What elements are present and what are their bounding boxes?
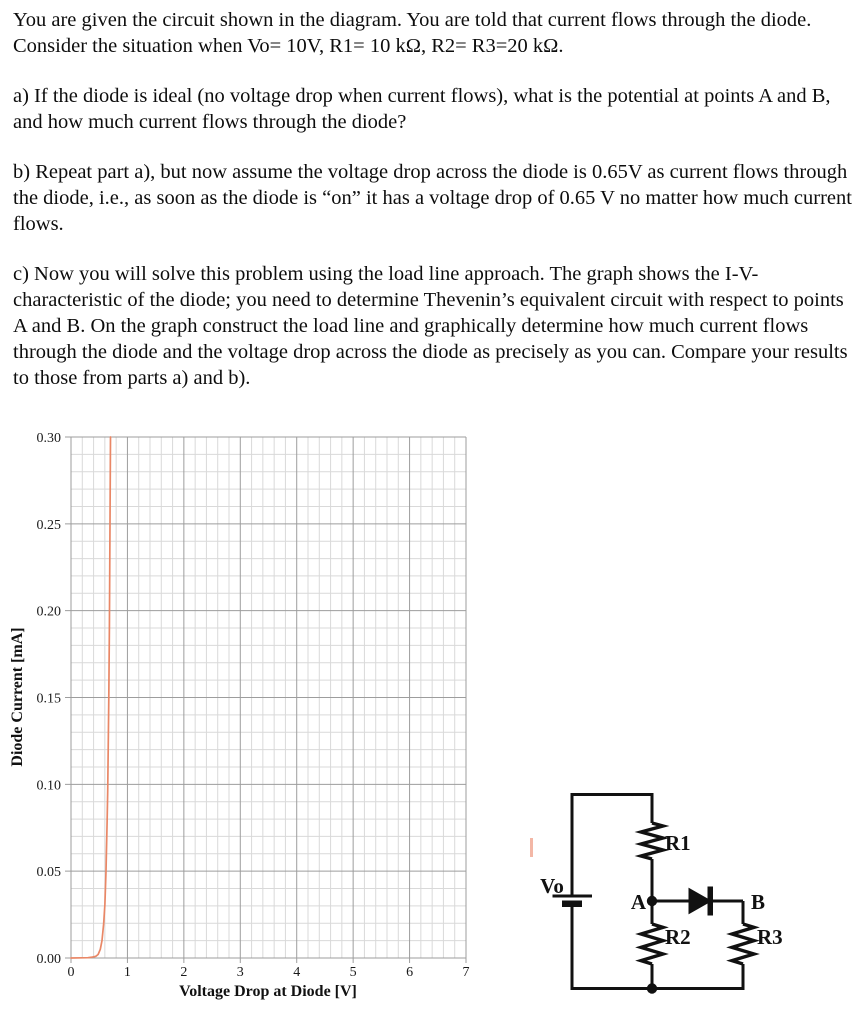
x-axis-title: Voltage Drop at Diode [V]: [179, 983, 357, 1000]
y-tick-label: 0.05: [36, 865, 61, 881]
x-tick-label: 5: [349, 965, 357, 980]
question-part-b: b) Repeat part a), but now assume the voltage drop across the diode is 0.65V as current flows through the diode, i.e., as soon as the diode is “on” it has a voltage drop of 0.65 V no matter how much current flows.: [13, 161, 852, 235]
resistor-r1: [641, 823, 663, 859]
x-tick-label: 1: [123, 965, 131, 980]
x-tick-label: 2: [180, 965, 188, 980]
x-tick-label: 4: [293, 965, 301, 980]
bottom-junction-dot: [647, 983, 657, 993]
resistor-r3: [732, 924, 754, 964]
circuit-svg: [500, 760, 867, 1024]
x-tick-label: 0: [67, 965, 75, 980]
diode-cathode-bar: [708, 887, 714, 916]
problem-statement: You are given the circuit shown in the diagram. You are told that current flows through the diode. Consider the situation when Vo= 10V, R1= 10 kΩ, R2= R3=20 kΩ.: [13, 9, 812, 57]
x-tick-label: 7: [462, 965, 470, 980]
y-tick-label: 0.25: [36, 517, 61, 533]
y-tick-label: 0.30: [36, 431, 61, 446]
node-b-label: B: [751, 890, 766, 914]
battery-short-plate: [562, 901, 582, 908]
circuit-diagram: [500, 760, 867, 1024]
y-tick-label: 0.20: [36, 604, 61, 620]
iv-characteristic-chart: [0, 425, 500, 1024]
resistor-r3-label: R3: [757, 925, 783, 949]
x-tick-label: 6: [406, 965, 414, 980]
node-a-dot: [647, 896, 657, 906]
resistor-r1-label: R1: [665, 831, 691, 855]
resistor-r2-label: R2: [665, 925, 691, 949]
x-tick-label: 3: [236, 965, 244, 980]
chart-svg: [0, 425, 500, 1024]
source-label: Vo: [540, 874, 564, 898]
resistor-r2: [641, 924, 663, 964]
question-part-a: a) If the diode is ideal (no voltage drop when current flows), what is the potential at points A and B, and how much current flows through the diode?: [13, 85, 831, 133]
question-part-c: c) Now you will solve this problem using the load line approach. The graph shows the I-V-characteristic of the diode; you need to determine Thevenin’s equivalent circuit with respect to points A and B. On the graph construct the load line and graphically determine how much current flows through the diode and the voltage drop across the diode as precisely as you can. Compare your results to those from parts a) and b).: [13, 263, 848, 389]
y-axis-title: Diode Current [mA]: [9, 627, 26, 767]
y-tick-label: 0.10: [36, 778, 61, 794]
y-tick-label: 0.00: [36, 952, 61, 967]
problem-text: [13, 7, 855, 415]
y-tick-label: 0.15: [36, 691, 61, 707]
node-a-label: A: [630, 890, 646, 914]
